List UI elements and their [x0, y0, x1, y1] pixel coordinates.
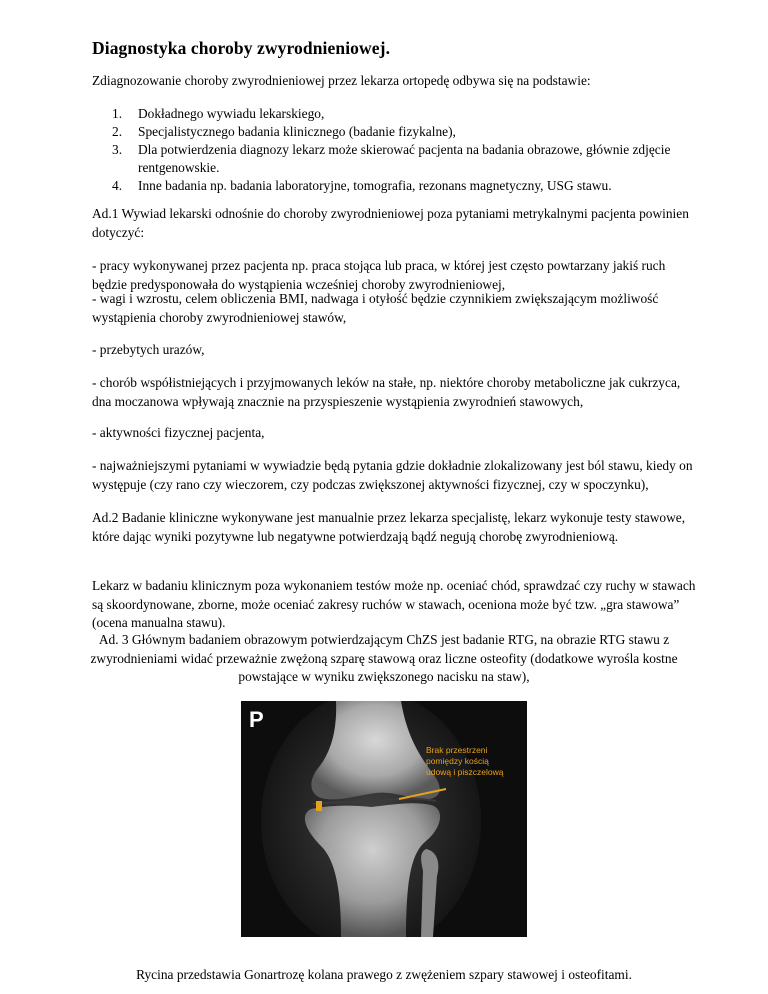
exam-paragraph: Lekarz w badaniu klinicznym poza wykonaniem testów może np. oceniać chód, sprawdzać czy ruchy w stawach są skoordynowane, zborne, może oceniać zakresy ruchów w stawach, oceniona może być tzw. „gra stawowa” (ocena manualna stawu). — [92, 578, 696, 630]
side-marker-label: P — [249, 707, 264, 732]
diagnosis-steps-list — [92, 105, 702, 195]
xray-annotation-line-1: Brak przestrzeni — [426, 745, 488, 755]
ad3-paragraph: Ad. 3 Głównym badaniem obrazowym potwierdzającym ChZS jest badanie RTG, na obrazie RTG stawu z zwyrodnieniami widać przeważnie zwężoną szparę stawową oraz liczne osteofity (dodatkowe wyrośla kostne powstające w wyniku zwiększonego nacisku na staw), — [90, 632, 678, 684]
knee-xray-image — [241, 701, 527, 937]
work-paragraph: - pracy wykonywanej przez pacjenta np. praca stojąca lub praca, w której jest często powtarzany jakiś ruch będzie predysponowała do wystąpienia wcześniej choroby zwyrodnieniowej, — [92, 258, 666, 292]
xray-annotation-line-2: pomiędzy kością — [426, 756, 489, 766]
list-item: 3. Dla potwierdzenia diagnozy lekarz może skierować pacjenta na badania obrazowe, głównie zdjęcie rentgenowskie. — [112, 142, 671, 175]
ad1-paragraph: Ad.1 Wywiad lekarski odnośnie do choroby zwyrodnieniowej poza pytaniami metrykalnymi pacjenta powinien dotyczyć: — [92, 206, 689, 240]
document-title: Diagnostyka choroby zwyrodnieniowej. — [92, 38, 391, 58]
figure-caption: Rycina przedstawia Gonartrozę kolana prawego z zwężeniem szpary stawowej i osteofitami. — [136, 967, 632, 983]
activity-paragraph: - aktywności fizycznej pacjenta, — [92, 425, 265, 440]
list-item: 1. Dokładnego wywiadu lekarskiego, — [112, 106, 325, 121]
list-item: 2. Specjalistycznego badania klinicznego (badanie fizykalne), — [112, 124, 456, 139]
ad2-paragraph: Ad.2 Badanie kliniczne wykonywane jest manualnie przez lekarza specjalistę, lekarz wykonuje testy stawowe, które dając wyniki pozytywne lub negatywne potwierdzają bądź negują chorobę zwyrodnieniową. — [92, 510, 686, 544]
diseases-paragraph: - chorób współistniejących i przyjmowanych leków na stałe, np. niektóre choroby metaboliczne jak cukrzyca, dna moczanowa wpływają znacznie na przyspieszenie wystąpienia zwyrodnień stawowych, — [92, 375, 681, 409]
intro-paragraph: Zdiagnozowanie choroby zwyrodnieniowej przez lekarza ortopedę odbywa się na podstawie: — [92, 73, 591, 88]
xray-annotation-line-3: udową i piszczelową — [426, 767, 504, 777]
list-item: 4. Inne badania np. badania laboratoryjne, tomografia, rezonans magnetyczny, USG stawu. — [112, 178, 612, 193]
pain-paragraph: - najważniejszymi pytaniami w wywiadzie będą pytania gdzie dokładnie zlokalizowany jest ból stawu, kiedy on występuje (czy rano czy wieczorem, czy podczas zwiększonej aktywności fizycznej, czy w spoczynku), — [92, 458, 693, 492]
weight-paragraph: - wagi i wzrostu, celem obliczenia BMI, nadwaga i otyłość będzie czynnikiem zwiększającym możliwość wystąpienia choroby zwyrodnieniowej stawów, — [92, 291, 659, 325]
injuries-paragraph: - przebytych urazów, — [92, 342, 205, 357]
